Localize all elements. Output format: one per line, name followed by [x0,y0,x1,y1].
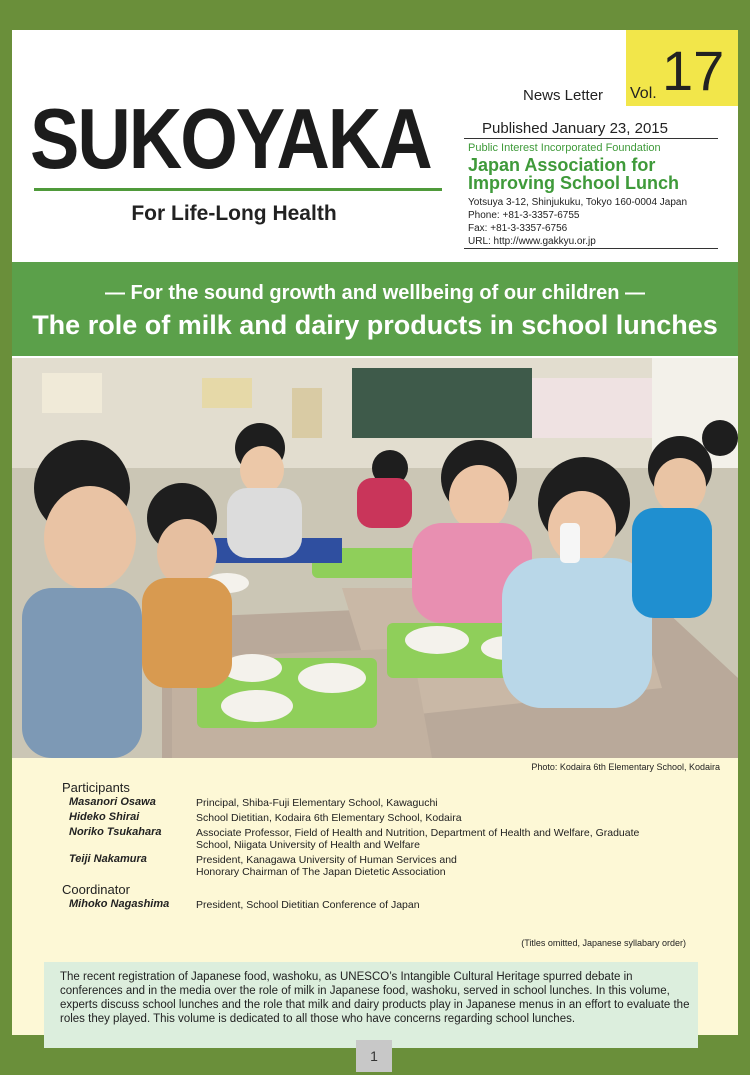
newsletter-page [12,30,738,1035]
titles-note: (Titles omitted, Japanese syllabary order) [521,938,686,948]
website-url[interactable]: URL: http://www.gakkyu.or.jp [468,236,596,247]
banner-subtitle: — For the sound growth and wellbeing of our children — [105,282,645,304]
masthead-title: SUKOYAKA [30,91,431,187]
participants-heading: Participants [62,780,130,795]
published-date: Published January 23, 2015 [482,120,668,137]
divider [464,138,718,139]
phone: Phone: +81-3-3357-6755 [468,210,580,221]
classroom-photo [12,358,738,758]
tagline: For Life-Long Health [131,202,337,225]
intro-text: The recent registration of Japanese food, washoku, as UNESCO’s Intangible Cultural Heritage spurred debate in conferences and in the media over the role of milk in Japanese food, washoku, served in school lunches. In this volume, experts discuss school lunches and the role that milk and dairy products play in Japanese menus in an effort to evaluate the roles they played. This volume is dedicated to all those who have concerns regarding school lunches. [60,971,690,1025]
newsletter-label: News Letter [523,87,604,104]
banner-title: The role of milk and dairy products in school lunches [32,310,718,340]
volume-badge [626,30,738,106]
participant-role: School Dietitian, Kodaira 6th Elementary School, Kodaira [196,812,462,824]
participant-name: Hideko Shirai [69,811,140,823]
address: Yotsuya 3-12, Shinjukuku, Tokyo 160-0004 Japan [468,197,688,208]
volume-label: Vol. [630,85,657,102]
classroom-photo-illustration [12,358,738,758]
coordinator-name: Mihoko Nagashima [69,898,170,910]
participant-name: Masanori Osawa [69,796,156,808]
participants-section [12,758,738,1035]
participant-role: Associate Professor, Field of Health and Nutrition, Department of Health and Welfare, Graduate School, Niigata University of Health and Welfare [196,827,640,851]
photo-credit: Photo: Kodaira 6th Elementary School, Kodaira [531,762,720,772]
coordinator-role: President, School Dietitian Conference of Japan [196,899,420,911]
participant-name: Noriko Tsukahara [69,826,162,838]
participant-role: President, Kanagawa University of Human Services and Honorary Chairman of The Japan Dietetic Association [196,854,457,878]
title-banner [12,262,738,356]
association-name: Japan Association for Improving School Lunch [468,155,679,193]
page-number: 1 [356,1040,392,1072]
volume-number: 17 [662,39,725,102]
coordinator-heading: Coordinator [62,882,130,897]
participant-role: Principal, Shiba-Fuji Elementary School, Kawaguchi [196,797,438,809]
participant-name: Teiji Nakamura [69,853,147,865]
foundation-label: Public Interest Incorporated Foundation [468,142,661,154]
contact-block [468,196,687,248]
divider [464,248,718,249]
intro-box [44,962,698,1048]
fax: Fax: +81-3-3357-6756 [468,223,568,234]
masthead-rule [34,188,442,191]
